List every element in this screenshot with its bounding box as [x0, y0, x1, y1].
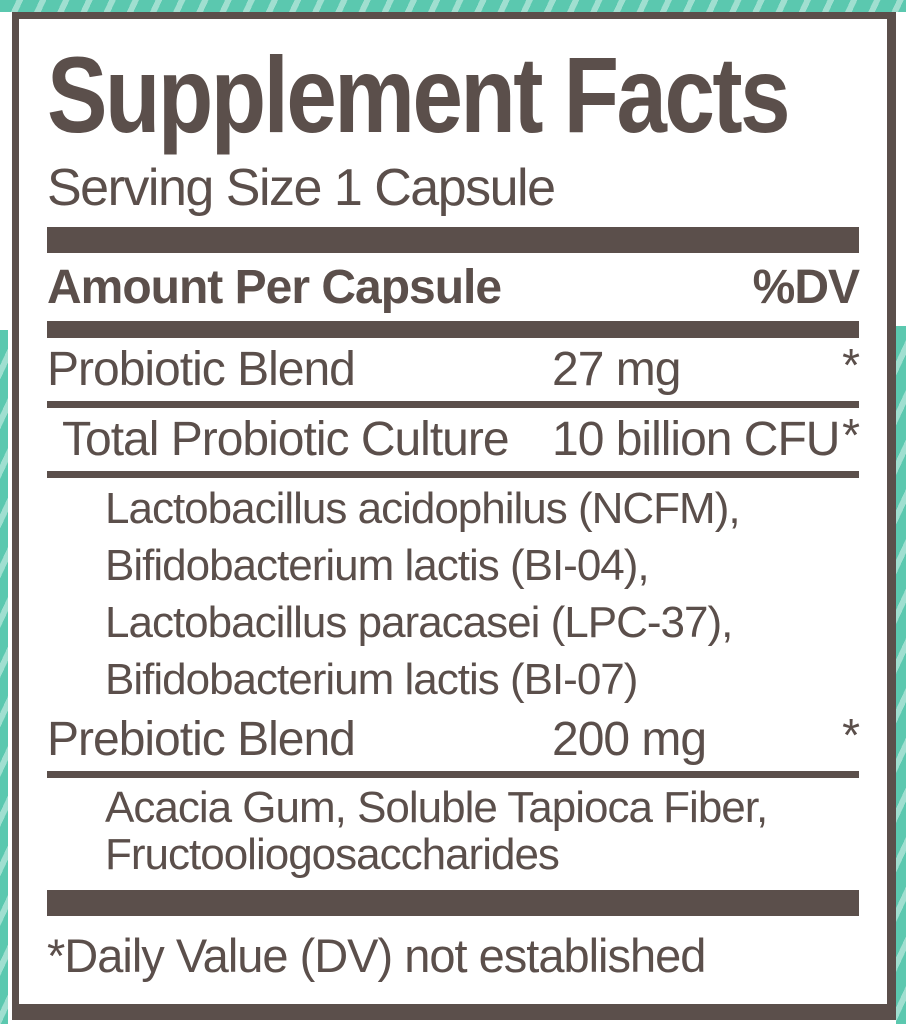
row-separator: [47, 401, 859, 408]
package-background-right: [896, 326, 906, 1024]
separator-bar-bottom: [47, 890, 859, 916]
ingredient-line: Fructooliogosaccharides: [105, 830, 559, 879]
ingredient-line: Bifidobacterium lactis (BI-07): [105, 655, 638, 704]
package-background-left: [0, 330, 8, 1024]
page-title-text: Supplement Facts: [47, 34, 789, 155]
ingredient-sublist: [47, 778, 859, 882]
nutrient-dv: *: [842, 409, 859, 461]
nutrient-amount: 200 mg: [552, 713, 707, 766]
ingredient-line: Lactobacillus acidophilus (NCFM),: [105, 484, 740, 533]
row-separator: [47, 471, 859, 478]
nutrient-dv: *: [842, 339, 859, 391]
row-separator: [47, 771, 859, 778]
nutrient-rows: [47, 338, 859, 882]
package-background-top: [0, 0, 906, 12]
nutrient-dv: *: [842, 709, 859, 761]
nutrient-name: Total Probiotic Culture: [62, 413, 509, 466]
ingredient-sublist: [47, 478, 859, 708]
nutrient-amount: 10 billion CFU: [552, 413, 840, 466]
nutrient-row: [47, 408, 859, 471]
nutrient-name: Probiotic Blend: [47, 343, 355, 396]
nutrient-amount: 27 mg: [552, 343, 681, 396]
column-header-row: [47, 253, 859, 321]
nutrient-row: [47, 338, 859, 401]
supplement-facts-box: [12, 12, 896, 1020]
amount-per-capsule-header: Amount Per Capsule: [47, 261, 502, 314]
nutrient-row: [47, 708, 859, 771]
page-title: [47, 34, 859, 155]
separator-bar-top: [47, 227, 859, 253]
daily-value-footnote: *Daily Value (DV) not established: [47, 929, 706, 982]
serving-size: Serving Size 1 Capsule: [47, 159, 555, 217]
nutrient-name: Prebiotic Blend: [47, 713, 355, 766]
ingredient-line: Bifidobacterium lactis (BI-04),: [105, 541, 649, 590]
ingredient-line: Acacia Gum, Soluble Tapioca Fiber,: [105, 783, 768, 832]
ingredient-line: Lactobacillus paracasei (LPC-37),: [105, 598, 733, 647]
separator-bar-header: [47, 321, 859, 338]
percent-dv-header: %DV: [752, 261, 859, 314]
